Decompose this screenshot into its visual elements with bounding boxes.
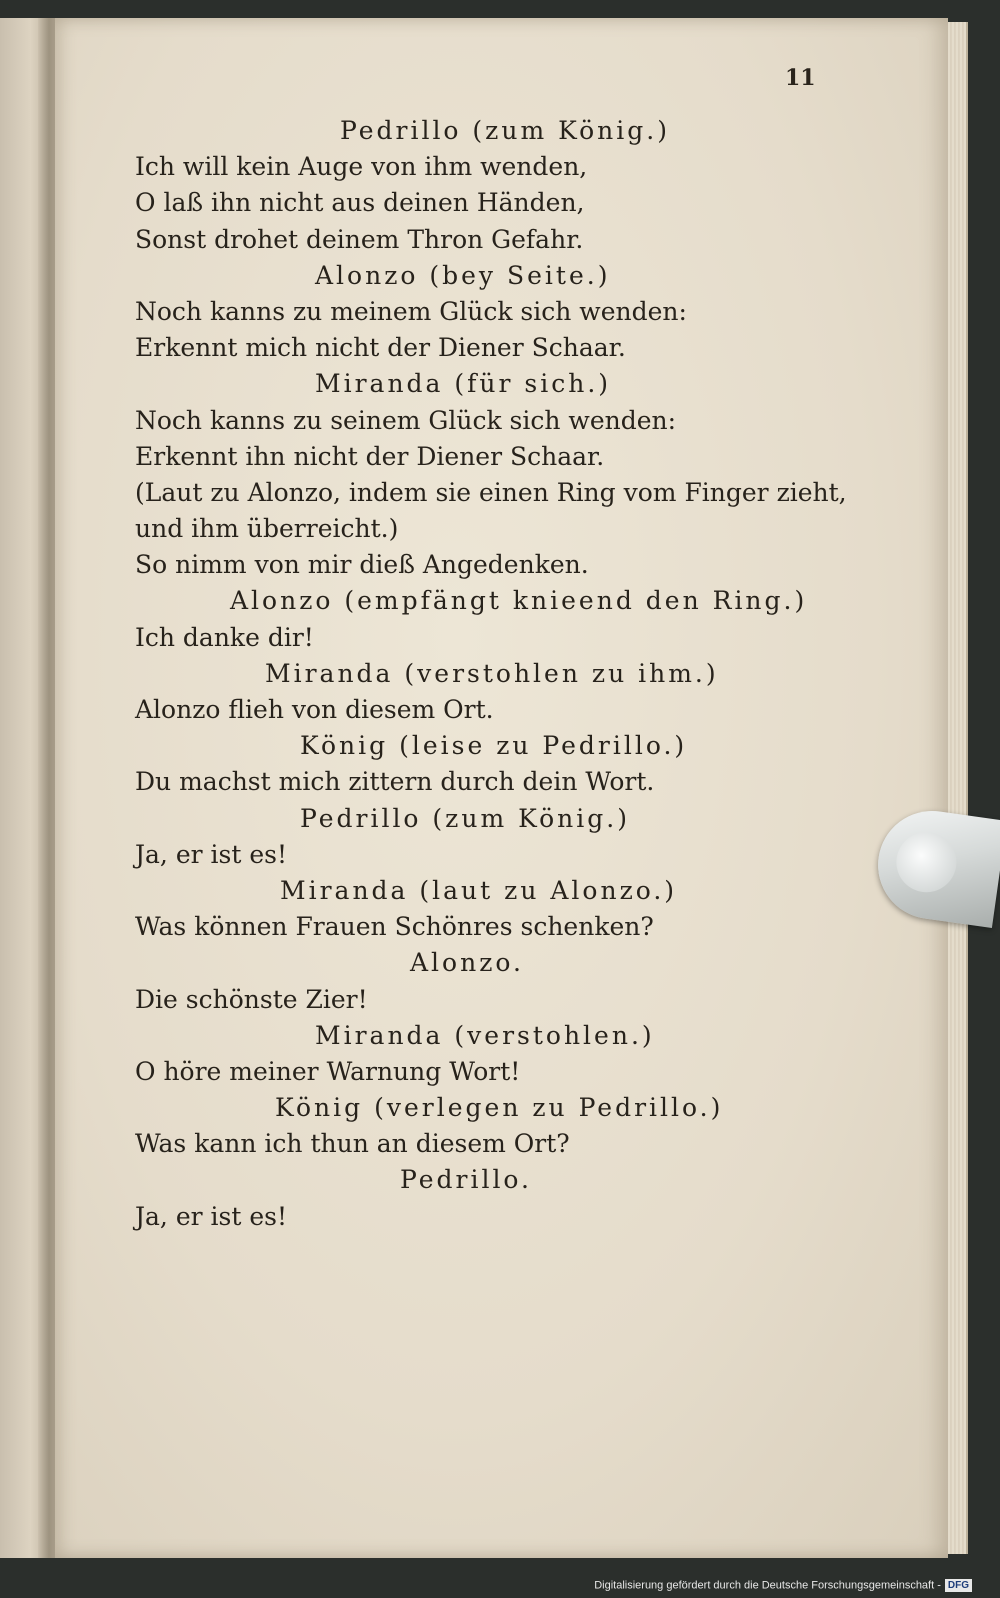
page-text xyxy=(135,113,847,1235)
speaker-line: Miranda (verstohlen.) xyxy=(315,1020,655,1050)
verse-line: Was können Frauen Schönres schenken? xyxy=(135,912,654,942)
speaker-line: Miranda (verstohlen zu ihm.) xyxy=(265,658,719,688)
verse-line: Ich will kein Auge von ihm wenden, xyxy=(135,152,588,182)
verse-line: Was kann ich thun an diesem Ort? xyxy=(135,1129,570,1159)
speaker-line: Alonzo (bey Seite.) xyxy=(315,260,611,290)
verse-line: Ja, er ist es! xyxy=(135,1201,288,1231)
verse-line: Die schönste Zier! xyxy=(135,984,368,1014)
verse-line: Du machst mich zittern durch dein Wort. xyxy=(135,767,655,797)
verse-line: Alonzo flieh von diesem Ort. xyxy=(135,695,494,724)
verse-line: O laß ihn nicht aus deinen Händen, xyxy=(135,188,585,218)
speaker-line: König (verlegen zu Pedrillo.) xyxy=(275,1093,724,1123)
speaker-line: Miranda (für sich.) xyxy=(315,369,612,399)
speaker-line: Miranda (laut zu Alonzo.) xyxy=(280,875,678,905)
digitization-credit xyxy=(594,1579,972,1592)
verse-line: So nimm von mir dieß Angedenken. xyxy=(135,550,589,580)
verse-line: Ja, er ist es! xyxy=(135,839,288,869)
speaker-line: Pedrillo (zum König.) xyxy=(340,116,670,145)
speaker-line: König (leise zu Pedrillo.) xyxy=(300,731,688,761)
stage-direction-line: (Laut zu Alonzo, indem sie einen Ring vom Finger zieht, xyxy=(135,477,847,507)
verse-line: Noch kanns zu seinem Glück sich wenden: xyxy=(135,405,677,435)
speaker-line: Alonzo (empfängt knieend den Ring.) xyxy=(230,586,808,616)
verse-line: Noch kanns zu meinem Glück sich wenden: xyxy=(135,296,687,326)
verse-line: Erkennt ihn nicht der Diener Schaar. xyxy=(135,441,605,471)
speaker-line: Pedrillo. xyxy=(400,1165,532,1195)
speaker-line: Alonzo. xyxy=(410,948,524,978)
dfg-logo: DFG xyxy=(945,1579,972,1592)
page-stack-edge xyxy=(948,22,968,1554)
verse-line: Sonst drohet deinem Thron Gefahr. xyxy=(135,224,584,254)
stage-direction-line: und ihm überreicht.) xyxy=(135,514,399,544)
page-number: 11 xyxy=(785,65,816,91)
verse-line: O höre meiner Warnung Wort! xyxy=(135,1056,521,1086)
verse-line: Erkennt mich nicht der Diener Schaar. xyxy=(135,333,626,363)
verse-line: Ich danke dir! xyxy=(135,622,314,652)
speaker-line: Pedrillo (zum König.) xyxy=(300,803,630,833)
page-clip-highlight xyxy=(893,828,961,896)
credit-text: Digitalisierung gefördert durch die Deutsche Forschungsgemeinschaft - xyxy=(594,1579,941,1592)
